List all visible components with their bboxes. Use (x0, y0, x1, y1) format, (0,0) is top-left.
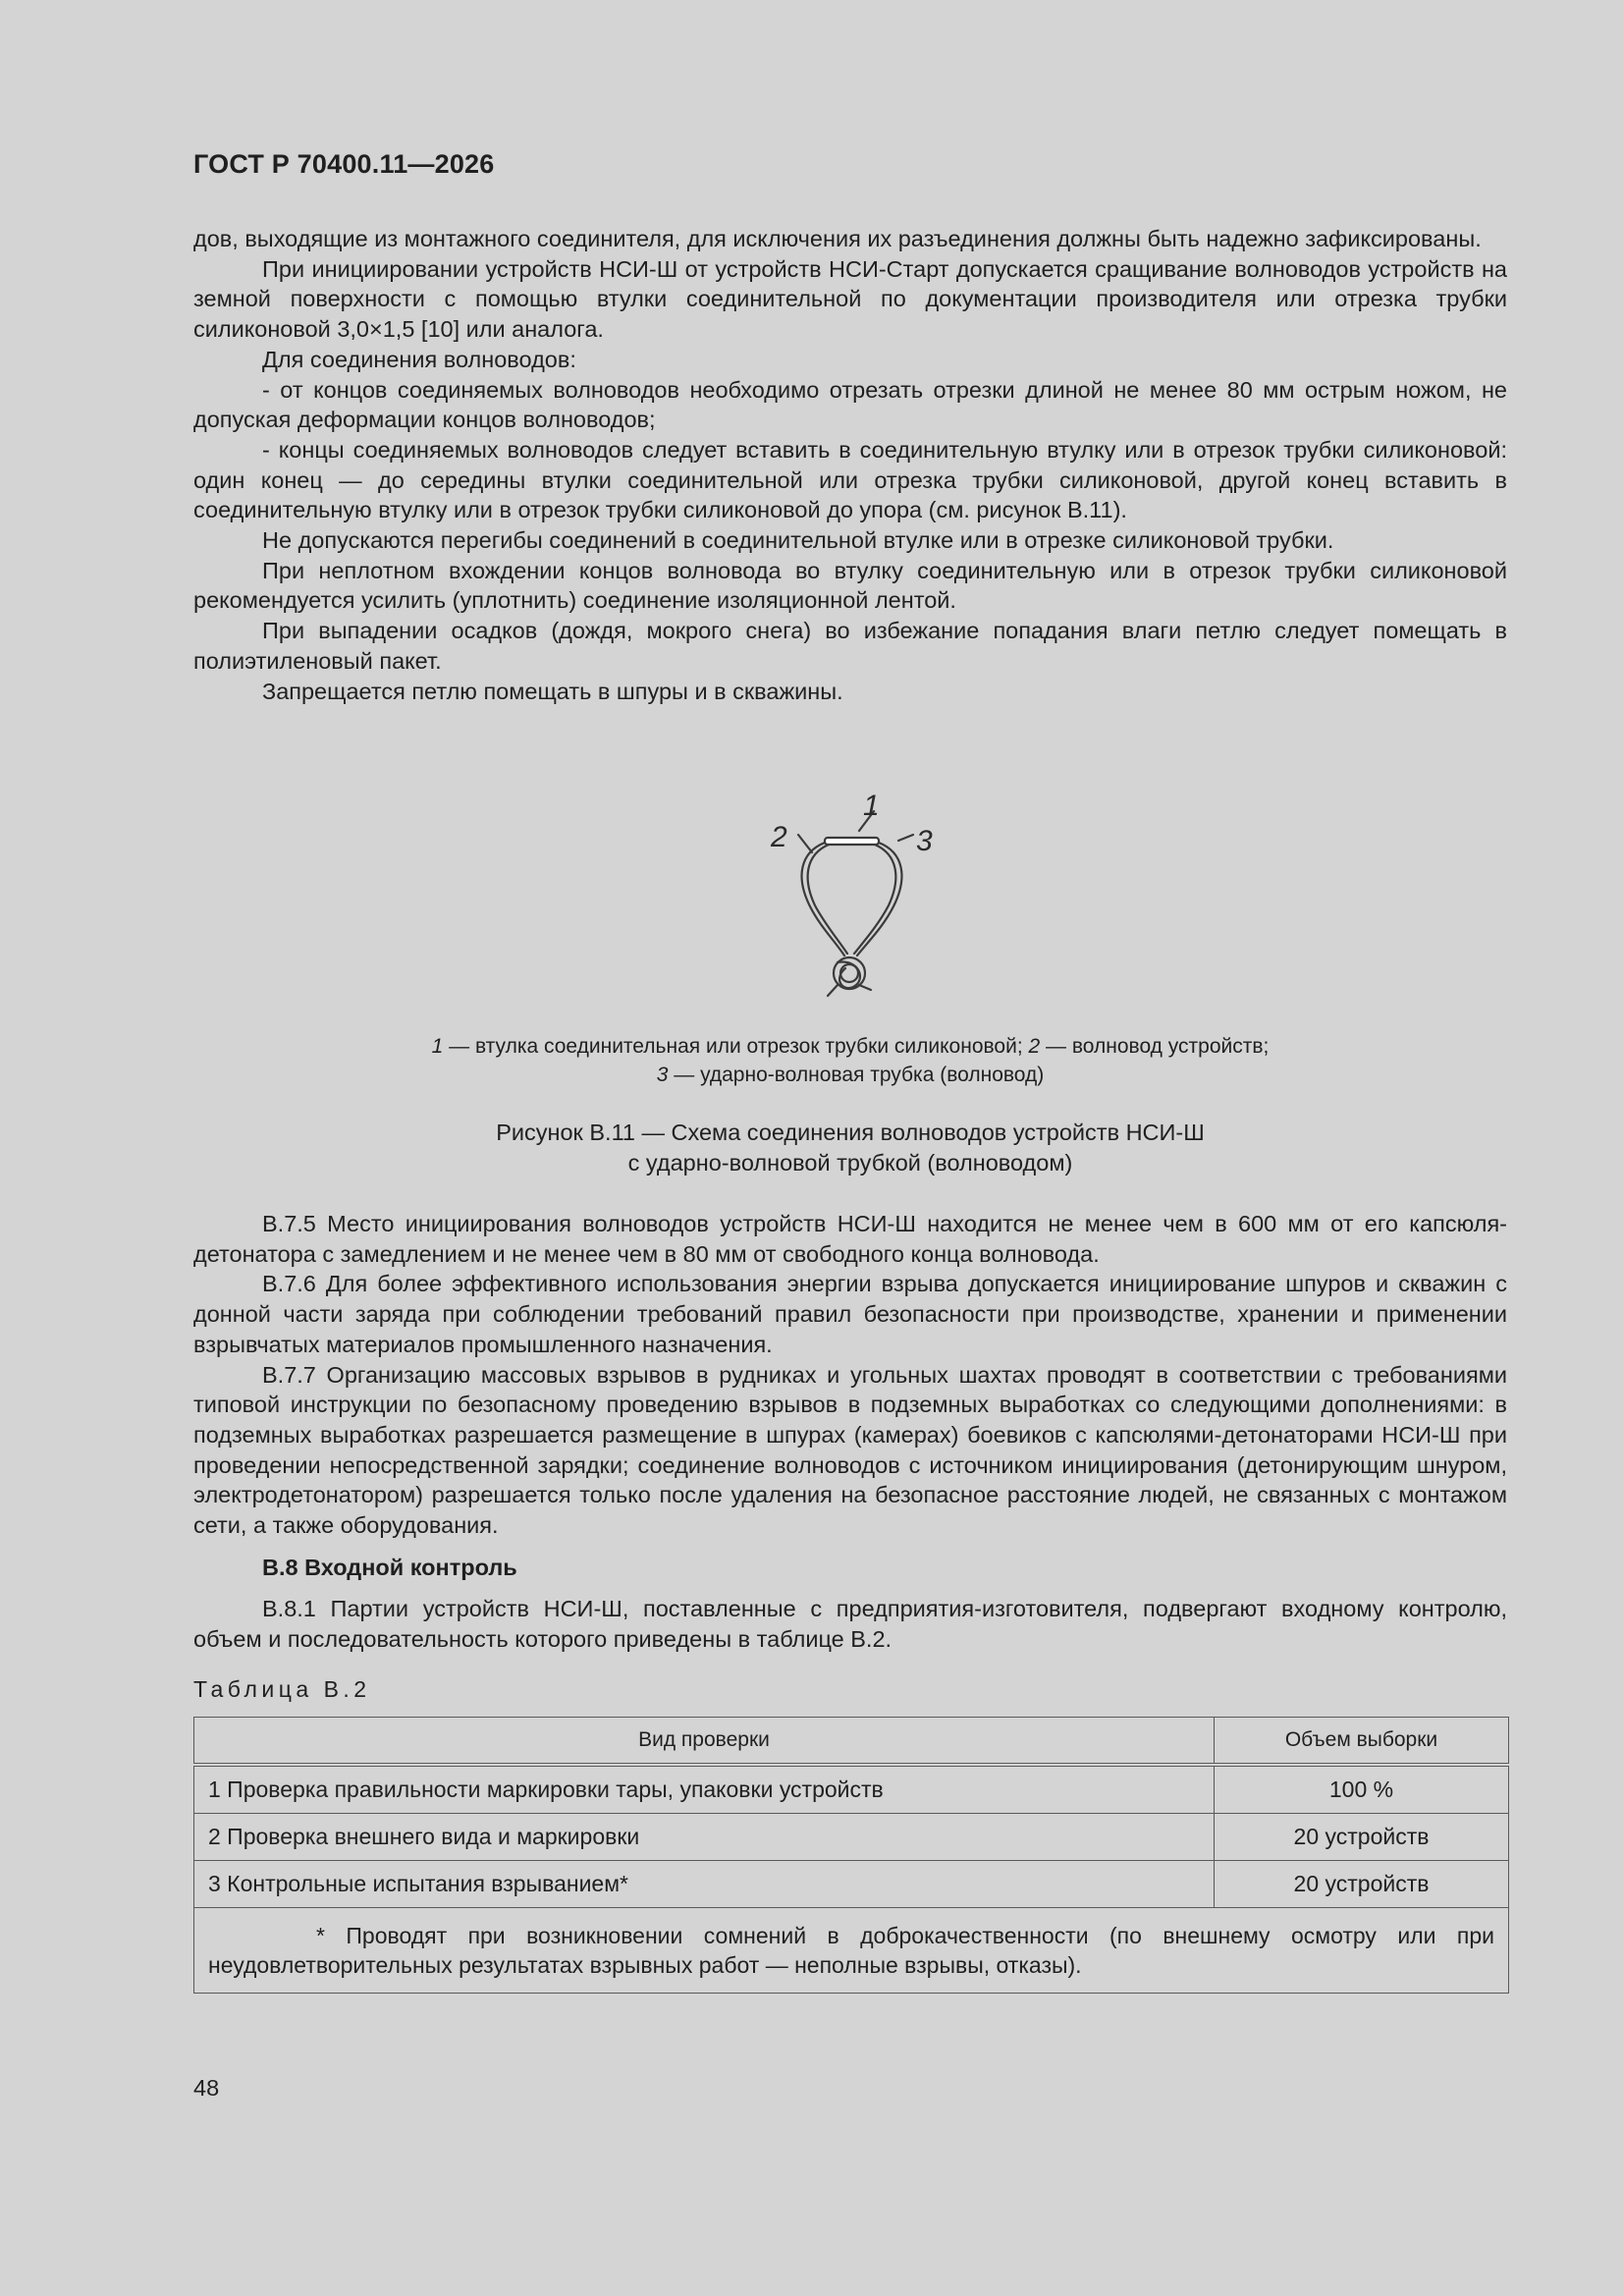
section-title: В.8 Входной контроль (262, 1555, 517, 1580)
page-number: 48 (193, 2075, 220, 2101)
paragraph: В.7.6 Для более эффективного использования энергии взрыва допускается инициирование шпуров и скважин с донной части заряда при соблюдении требований правил безопасности при производстве, хранении и применении взрывчатых материалов промышленного назначения. (193, 1271, 1507, 1357)
waveguide-loop-drawing (751, 784, 947, 1010)
figure-legend (193, 1033, 1507, 1089)
label-leader-2 (798, 835, 812, 852)
paragraph: Не допускаются перегибы соединений в соединительной втулке или в отрезке силиконовой трубки. (262, 527, 1334, 554)
waveguide-left-inner (808, 845, 847, 954)
waveguide-right-inner (854, 845, 895, 954)
table-header-cell: Объем выборки (1215, 1718, 1509, 1766)
knot-end (859, 985, 871, 990)
knot-tail (828, 985, 838, 996)
table-cell: 1 Проверка правильности маркировки тары, упаковки устройств (194, 1765, 1215, 1814)
connecting-sleeve (825, 838, 879, 845)
table-header-row (194, 1718, 1509, 1766)
table-row (194, 1765, 1509, 1814)
waveguide-connection-figure (751, 784, 947, 1010)
legend-number-3: 3 (656, 1063, 669, 1086)
table-cell: 100 % (1215, 1765, 1509, 1814)
table-cell: 3 Контрольные испытания взрыванием* (194, 1861, 1215, 1908)
paragraph: дов, выходящие из монтажного соединителя, для исключения их разъединения должны быть надежно зафиксированы. (193, 226, 1482, 251)
inspection-table (193, 1717, 1509, 1994)
paragraph: Для соединения волноводов: (262, 346, 576, 372)
paragraph: При выпадении осадков (дождя, мокрого снега) во избежание попадания влаги петлю следует помещать в полиэтиленовый пакет. (193, 618, 1507, 674)
document-header: ГОСТ Р 70400.11—2026 (193, 149, 495, 179)
paragraph: При инициировании устройств НСИ-Ш от устройств НСИ-Старт допускается сращивание волноводов устройств на земной поверхности с помощью втулки соединительной по документации производителя или отрезка трубки силиконовой 3,0×1,5 [10] или аналога. (193, 255, 1507, 343)
legend-number-1: 1 (431, 1035, 444, 1058)
paragraph: В.7.5 Место инициирования волноводов устройств НСИ-Ш находится не менее чем в 600 мм от его капсюля-детонатора с замедлением и не менее чем в 80 мм от свободного конца волновода. (193, 1211, 1507, 1267)
label-2: 2 (771, 821, 787, 853)
figure-title-line-1: Рисунок В.11 — Схема соединения волноводов устройств НСИ-Ш (496, 1120, 1205, 1145)
paragraph: - от концов соединяемых волноводов необходимо отрезать отрезки длиной не менее 80 мм острым ножом, не допуская деформации концов волноводов; (193, 376, 1507, 433)
legend-text-1: — втулка соединительная или отрезок трубки силиконовой; (443, 1035, 1029, 1058)
paragraph: - концы соединяемых волноводов следует вставить в соединительную втулку или в отрезок трубки силиконовой: один конец — до середины втулки соединительной или отрезка трубки силиконовой, другой конец вставить в соединительную втулку или в отрезок трубки силиконовой до упора (см. рисунок В.11). (193, 436, 1507, 523)
paragraph: При неплотном вхождении концов волновода во втулку соединительную или в отрезок трубки силиконовой рекомендуется усилить (уплотнить) соединение изоляционной лентой. (193, 557, 1507, 614)
knot-loop (838, 962, 860, 989)
body-text-mid (193, 1209, 1507, 1541)
legend-text-3: — ударно-волновая трубка (волновод) (668, 1063, 1045, 1086)
figure-title-line-2: с ударно-волновой трубкой (волноводом) (627, 1150, 1073, 1175)
table-cell: 2 Проверка внешнего вида и маркировки (194, 1814, 1215, 1861)
table-footnote: * Проводят при возникновении сомнений в доброкачественности (по внешнему осмотру или при неудовлетворительных результатах взрывных работ — неполные взрывы, отказы). (194, 1908, 1509, 1994)
table-row (194, 1861, 1509, 1908)
table-row (194, 1814, 1509, 1861)
paragraph: В.7.7 Организацию массовых взрывов в рудниках и угольных шахтах проводят в соответствии с требованиями типовой инструкции по безопасному проведению взрывов в подземных выработках со следующими дополнениями: в подземных выработках разрешается размещение в шпурах (камерах) боевиков с капсюлями-детонаторами НСИ-Ш при проведении непосредственной зарядки; соединение волноводов с источником инициирования (детонирующим шнуром, электродетонатором) разрешается только после удаления на безопасное расстояние людей, не связанных с монтажом сети, а также оборудования. (193, 1361, 1507, 1539)
figure-title (193, 1118, 1507, 1178)
table-cell: 20 устройств (1215, 1814, 1509, 1861)
paragraph: Запрещается петлю помещать в шпуры и в скважины. (262, 678, 843, 704)
body-text-top (193, 224, 1507, 706)
table-cell: 20 устройств (1215, 1861, 1509, 1908)
body-text-bottom (193, 1594, 1507, 1654)
paragraph: В.8.1 Партии устройств НСИ-Ш, поставленные с предприятия-изготовителя, подвергают входному контролю, объем и последовательность которого приведены в таблице В.2. (193, 1596, 1507, 1652)
table-header-cell: Вид проверки (194, 1718, 1215, 1766)
table-footnote-row (194, 1908, 1509, 1994)
label-leader-3 (898, 835, 913, 841)
legend-text-2: — волновод устройств; (1040, 1035, 1270, 1058)
legend-number-2: 2 (1028, 1035, 1041, 1058)
label-1: 1 (863, 790, 880, 822)
waveguide-right-outer (857, 843, 901, 956)
label-3: 3 (916, 825, 933, 857)
table-label: Таблица В.2 (193, 1676, 371, 1702)
